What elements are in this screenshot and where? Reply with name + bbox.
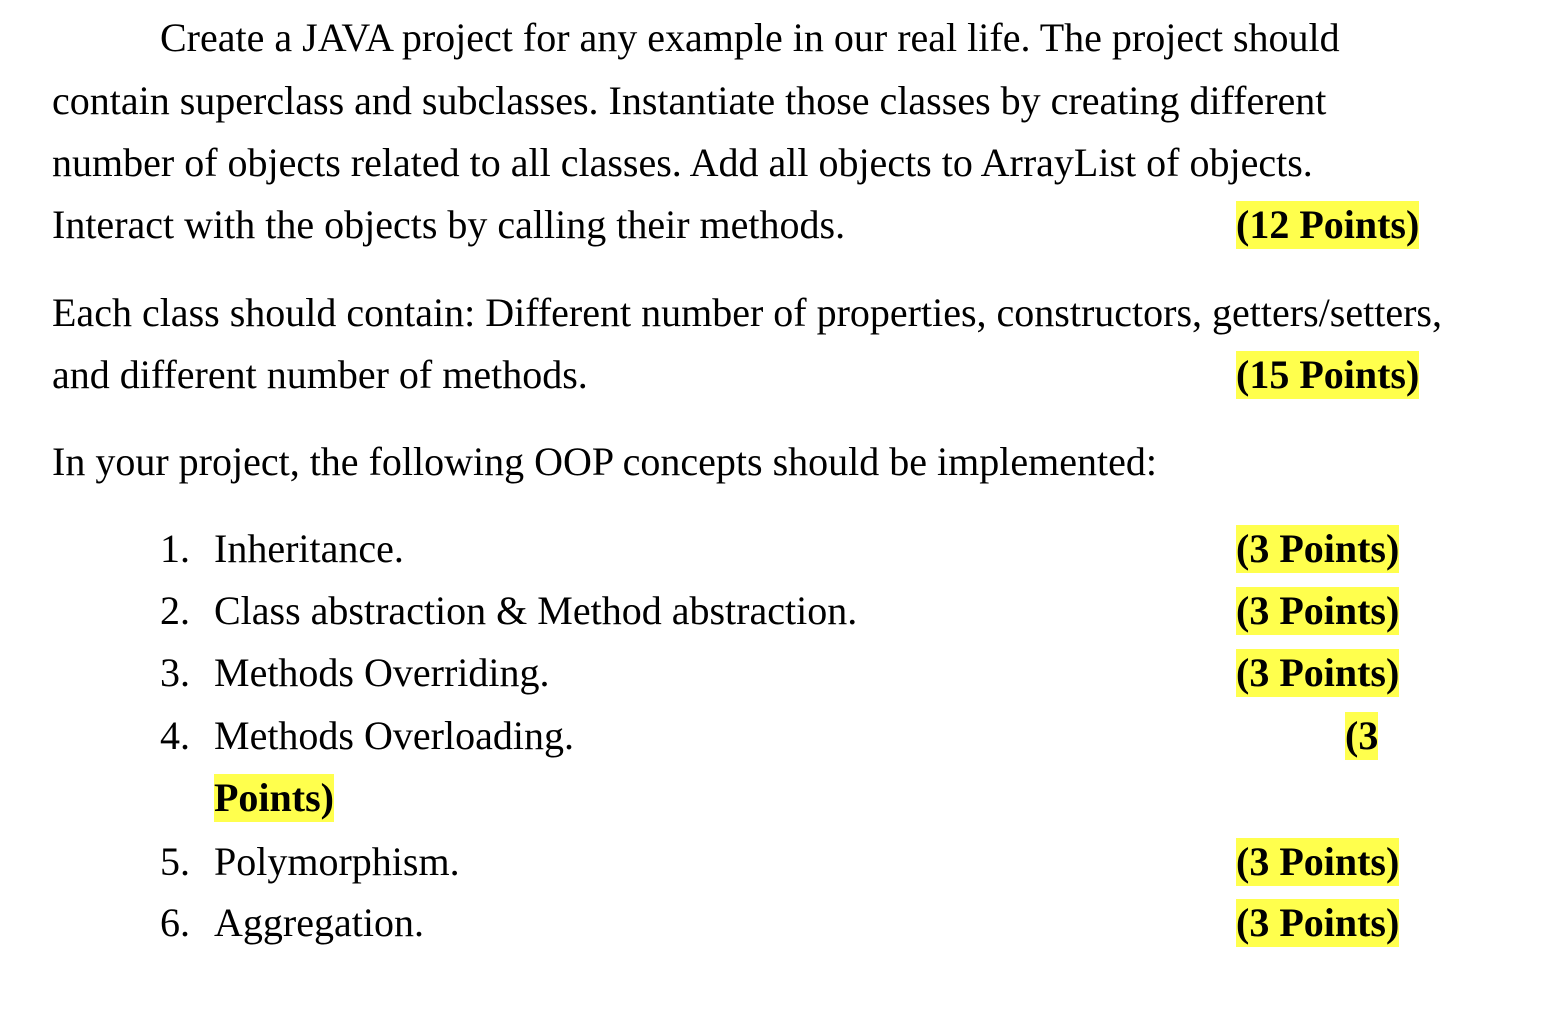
list-item-4-points-part2: Points) — [214, 775, 334, 820]
para1-line4: Interact with the objects by calling their methods. — [52, 202, 846, 247]
list-item-5-text: Polymorphism. — [214, 839, 460, 884]
list-item-4-text: Methods Overloading. — [214, 713, 574, 758]
list-item-3-text: Methods Overriding. — [214, 650, 550, 695]
list-item-1-points: (3 Points) — [1236, 526, 1400, 571]
list-item-6-number: 6. — [160, 900, 190, 945]
para1-points-badge: (12 Points) — [1236, 202, 1420, 247]
para2-line1: Each class should contain: Different number of properties, constructors, getters/setters, — [52, 290, 1442, 335]
list-item-6-text: Aggregation. — [214, 900, 424, 945]
list-item-3-points: (3 Points) — [1236, 650, 1400, 695]
list-item-6-points: (3 Points) — [1236, 900, 1400, 945]
list-item-5-points: (3 Points) — [1236, 839, 1400, 884]
list-item-1-number: 1. — [160, 526, 190, 571]
list-item-2-number: 2. — [160, 588, 190, 633]
list-item-4-number: 4. — [160, 713, 190, 758]
para1-line2: contain superclass and subclasses. Instantiate those classes by creating different — [52, 78, 1327, 123]
para2-line2: and different number of methods. — [52, 352, 588, 397]
para1-line1: Create a JAVA project for any example in our real life. The project should — [160, 15, 1340, 60]
list-item-2-points: (3 Points) — [1236, 588, 1400, 633]
list-item-1-text: Inheritance. — [214, 526, 404, 571]
list-item-2-text: Class abstraction & Method abstraction. — [214, 588, 858, 633]
para2-points-badge: (15 Points) — [1236, 352, 1420, 397]
para1-line3: number of objects related to all classes. Add all objects to ArrayList of objects. — [52, 140, 1313, 185]
list-item-3-number: 3. — [160, 650, 190, 695]
list-item-5-number: 5. — [160, 839, 190, 884]
list-item-4-points-part1: (3 — [1345, 713, 1379, 758]
para3-line1: In your project, the following OOP concepts should be implemented: — [52, 439, 1157, 484]
